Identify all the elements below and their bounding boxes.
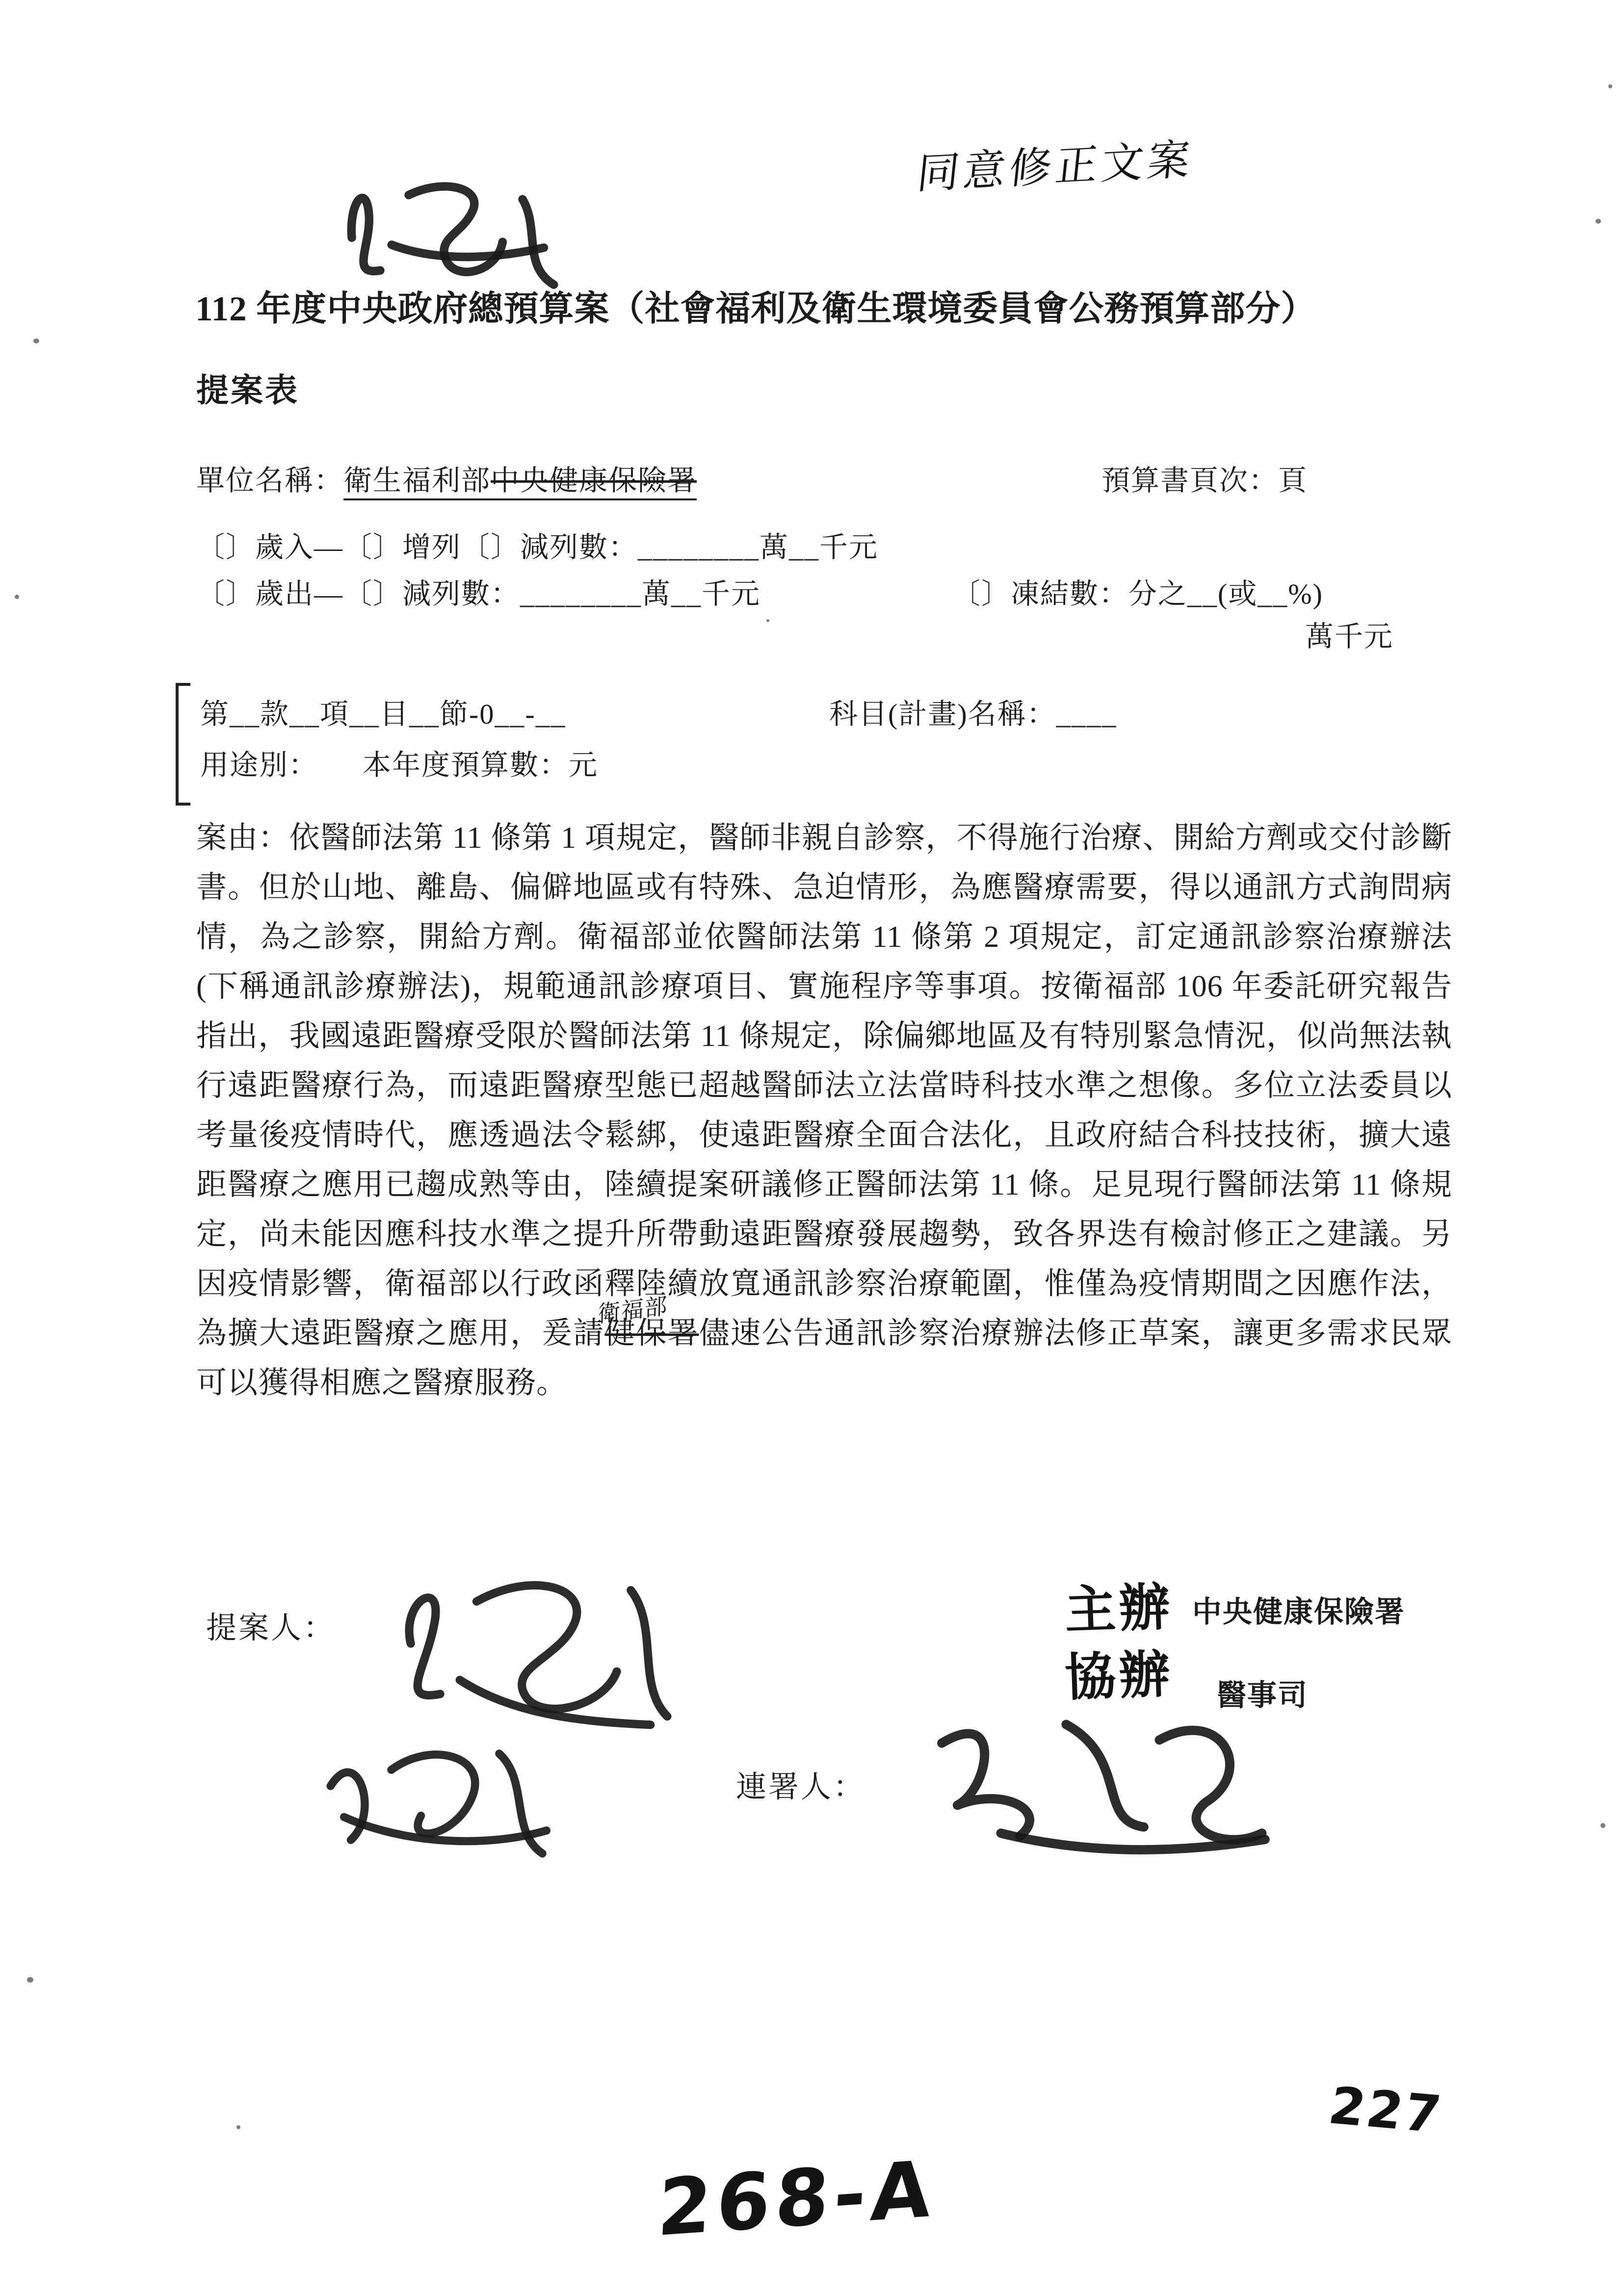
scan-speck [15,595,19,599]
item-line-usage: 用途別： 本年度預算數：元 [200,749,599,781]
host-org: 中央健康保險署 [1192,1596,1405,1628]
cohost-org: 醫事司 [1217,1679,1308,1712]
budget-line-expenditure: 〔〕歲出—〔〕減列數：________萬__千元 [196,578,761,610]
host-label: 主辦 [1064,1577,1174,1641]
unit-name-label: 單位名稱： [196,465,344,496]
handwritten-approval-note: 同意修正文案 [915,134,1197,199]
case-struck-text: 衛福部 健保署 [604,1317,699,1350]
item-block-bracket [176,683,190,806]
budget-line-freeze: 〔〕凍結數：分之__(或__%) [952,578,1323,610]
unit-name-struck: 中央健康保險署 [491,465,697,496]
handwritten-page-number: 227 [1324,2075,1447,2145]
scan-speck [766,619,769,622]
scan-speck [1600,1823,1605,1828]
handwritten-signature-cosigner [908,1678,1281,1864]
budget-line-revenue: 〔〕歲入—〔〕增列〔〕減列數：________萬__千元 [196,531,879,563]
case-text-part1: 案由：依醫師法第 11 條第 1 項規定，醫師非親自診察，不得施行治療、開給方劑或交付診斷書。但於山地、離島、偏僻地區或有特殊、急迫情形，為應醫療需要，得以通訊方式詢問病情，為之診察，開給方劑。衛福部並依醫師法第 11 條第 2 項規定，訂定通訊診察治療辦法(下稱通訊診療辦法)，規範通訊診療項目、實施程序等事項。按衛福部 106 年委託研究報告指出，我國遠距醫療受限於醫師法第 11 條規定，除偏鄉地區及有特別緊急情況，似尚無法執行遠距醫療行為，而遠距醫療型態已超越醫師法立法當時科技水準之想像。多位立法委員以考量後疫情時代，應透過法令鬆綁，使遠距醫療全面合法化，且政府結合科技技術，擴大遠距醫療之應用已趨成熟等由，陸續提案研議修正醫師法第 11 條。足見現行醫師法第 11 條規定，尚未能因應科技水準之提升所帶動遠距醫療發展趨勢，致各界迭有檢討修正之建議。另因疫情影響，衛福部以行政函釋陸續放寬通訊診察治療範圍，惟僅為疫情期間之因應作法，為擴大遠距醫療之應用，爰請 [196,821,1452,1350]
scan-speck [1608,84,1612,88]
scan-speck [1596,219,1601,224]
case-text-part2: 儘速公告通訊診察治療辦法修正草案，讓更多需求民眾可以獲得相應之醫療服務。 [196,1317,1452,1400]
handwritten-signature-proposer-2 [294,1702,569,1864]
case-description [196,813,1452,1408]
unit-name-row [196,457,697,498]
cohost-label: 協辦 [1064,1644,1174,1708]
scan-speck [236,2125,240,2129]
scan-speck [33,339,39,343]
page-subtitle: 提案表 [196,373,299,409]
budget-page-label: 預算書頁次：頁 [1101,465,1308,496]
item-line-subject: 科目(計畫)名稱：____ [829,698,1117,730]
handwritten-doc-number: 268-A [655,2143,938,2254]
budget-line-unit: 萬千元 [1305,621,1394,652]
cosigner-label: 連署人： [736,1771,866,1804]
handwritten-replacement-note: 衛福部 [598,1292,669,1328]
unit-name-prefix: 衛生福利部 [343,465,491,496]
proposer-label: 提案人： [206,1612,336,1645]
page-title: 112 年度中央政府總預算案（社會福利及衛生環境委員會公務預算部分） [195,290,1316,328]
scan-speck [27,1977,33,1983]
item-line-numbers: 第__款__項__目__節-0__-__ [200,698,566,730]
